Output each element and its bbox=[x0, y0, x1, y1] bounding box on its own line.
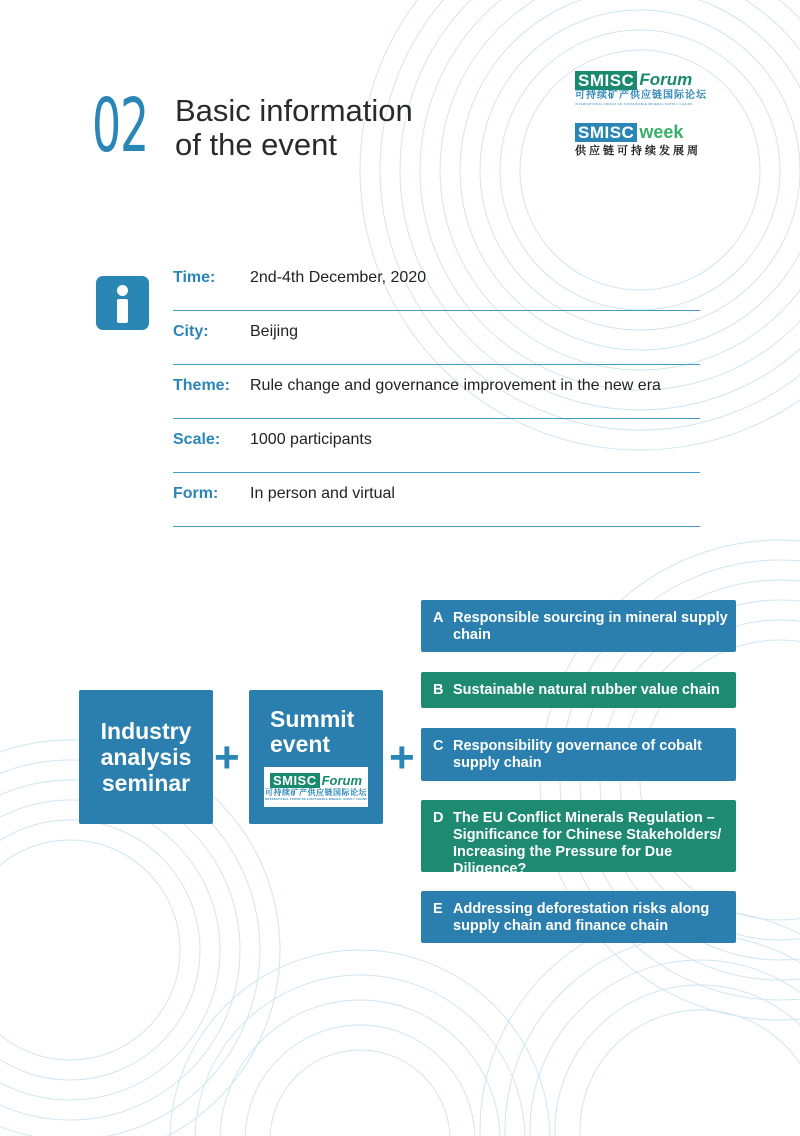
summit-box bbox=[249, 690, 383, 824]
seminar-box bbox=[79, 690, 213, 824]
info-row-time bbox=[173, 256, 700, 311]
forum-en: INTERNATIONAL FORUM ON SUSTAINABLE MINERAL SUPPLY CHAINS bbox=[575, 102, 693, 106]
week-cn: 供应链可持续发展周 bbox=[575, 145, 701, 157]
info-label: Scale: bbox=[173, 431, 221, 448]
topic-d bbox=[421, 800, 736, 877]
topic-letter: B bbox=[433, 682, 444, 698]
topic-text: Responsibility governance of cobalt supply chain bbox=[453, 738, 702, 771]
topic-letter: D bbox=[433, 810, 444, 826]
info-row-city bbox=[173, 310, 700, 365]
topic-e bbox=[421, 891, 736, 943]
section-number: 02 bbox=[92, 83, 148, 169]
topic-c bbox=[421, 728, 736, 781]
topic-a bbox=[421, 600, 736, 652]
info-value: 1000 participants bbox=[250, 431, 372, 448]
section-title-line2: of the event bbox=[175, 127, 338, 162]
section-title bbox=[175, 94, 475, 162]
forum-word: Forum bbox=[639, 70, 693, 89]
info-value: Rule change and governance improvement in the new era bbox=[250, 377, 661, 394]
week-badge: SMISC bbox=[575, 123, 637, 142]
info-icon bbox=[96, 276, 149, 330]
mini-cn: 可持续矿产供应链国际论坛 bbox=[265, 788, 367, 797]
topic-text: The EU Conflict Minerals Regulation – Significance for Chinese Stakeholders/ Increasing the Pressure for Due Diligence? bbox=[453, 810, 722, 877]
topic-text: Addressing deforestation risks along supply chain and finance chain bbox=[453, 901, 710, 934]
plus-icon: + bbox=[214, 733, 240, 782]
topic-text: Sustainable natural rubber value chain bbox=[453, 682, 720, 698]
info-label: Time: bbox=[173, 269, 216, 286]
info-row-theme bbox=[173, 364, 700, 419]
info-row-form bbox=[173, 472, 700, 527]
mini-en: INTERNATIONAL FORUM ON SUSTAINABLE MINERAL SUPPLY CHAINS bbox=[264, 798, 368, 801]
plus-icon: + bbox=[389, 733, 415, 782]
week-word: week bbox=[639, 122, 684, 142]
smisc-forum-logo bbox=[575, 70, 707, 106]
summit-forum-logo bbox=[264, 767, 368, 807]
info-label: Form: bbox=[173, 485, 219, 502]
info-row-scale bbox=[173, 418, 700, 473]
info-value: In person and virtual bbox=[250, 485, 395, 502]
topic-letter: C bbox=[433, 738, 444, 754]
forum-cn: 可持续矿产供应链国际论坛 bbox=[575, 90, 707, 101]
info-label: Theme: bbox=[173, 377, 230, 394]
mini-badge: SMISC bbox=[270, 773, 320, 788]
forum-badge: SMISC bbox=[575, 71, 637, 90]
info-value: Beijing bbox=[250, 323, 299, 340]
topic-b bbox=[421, 672, 736, 708]
smisc-week-logo bbox=[575, 122, 701, 157]
seminar-label: Industry analysis seminar bbox=[100, 718, 192, 796]
topic-letter: A bbox=[433, 610, 444, 626]
topic-letter: E bbox=[433, 901, 443, 917]
summit-label: Summit event bbox=[270, 706, 355, 757]
info-value: 2nd-4th December, 2020 bbox=[250, 269, 427, 286]
mini-word: Forum bbox=[321, 773, 363, 788]
info-label: City: bbox=[173, 323, 209, 340]
topic-text: Responsible sourcing in mineral supply chain bbox=[453, 610, 728, 643]
section-title-line1: Basic information bbox=[175, 93, 413, 128]
